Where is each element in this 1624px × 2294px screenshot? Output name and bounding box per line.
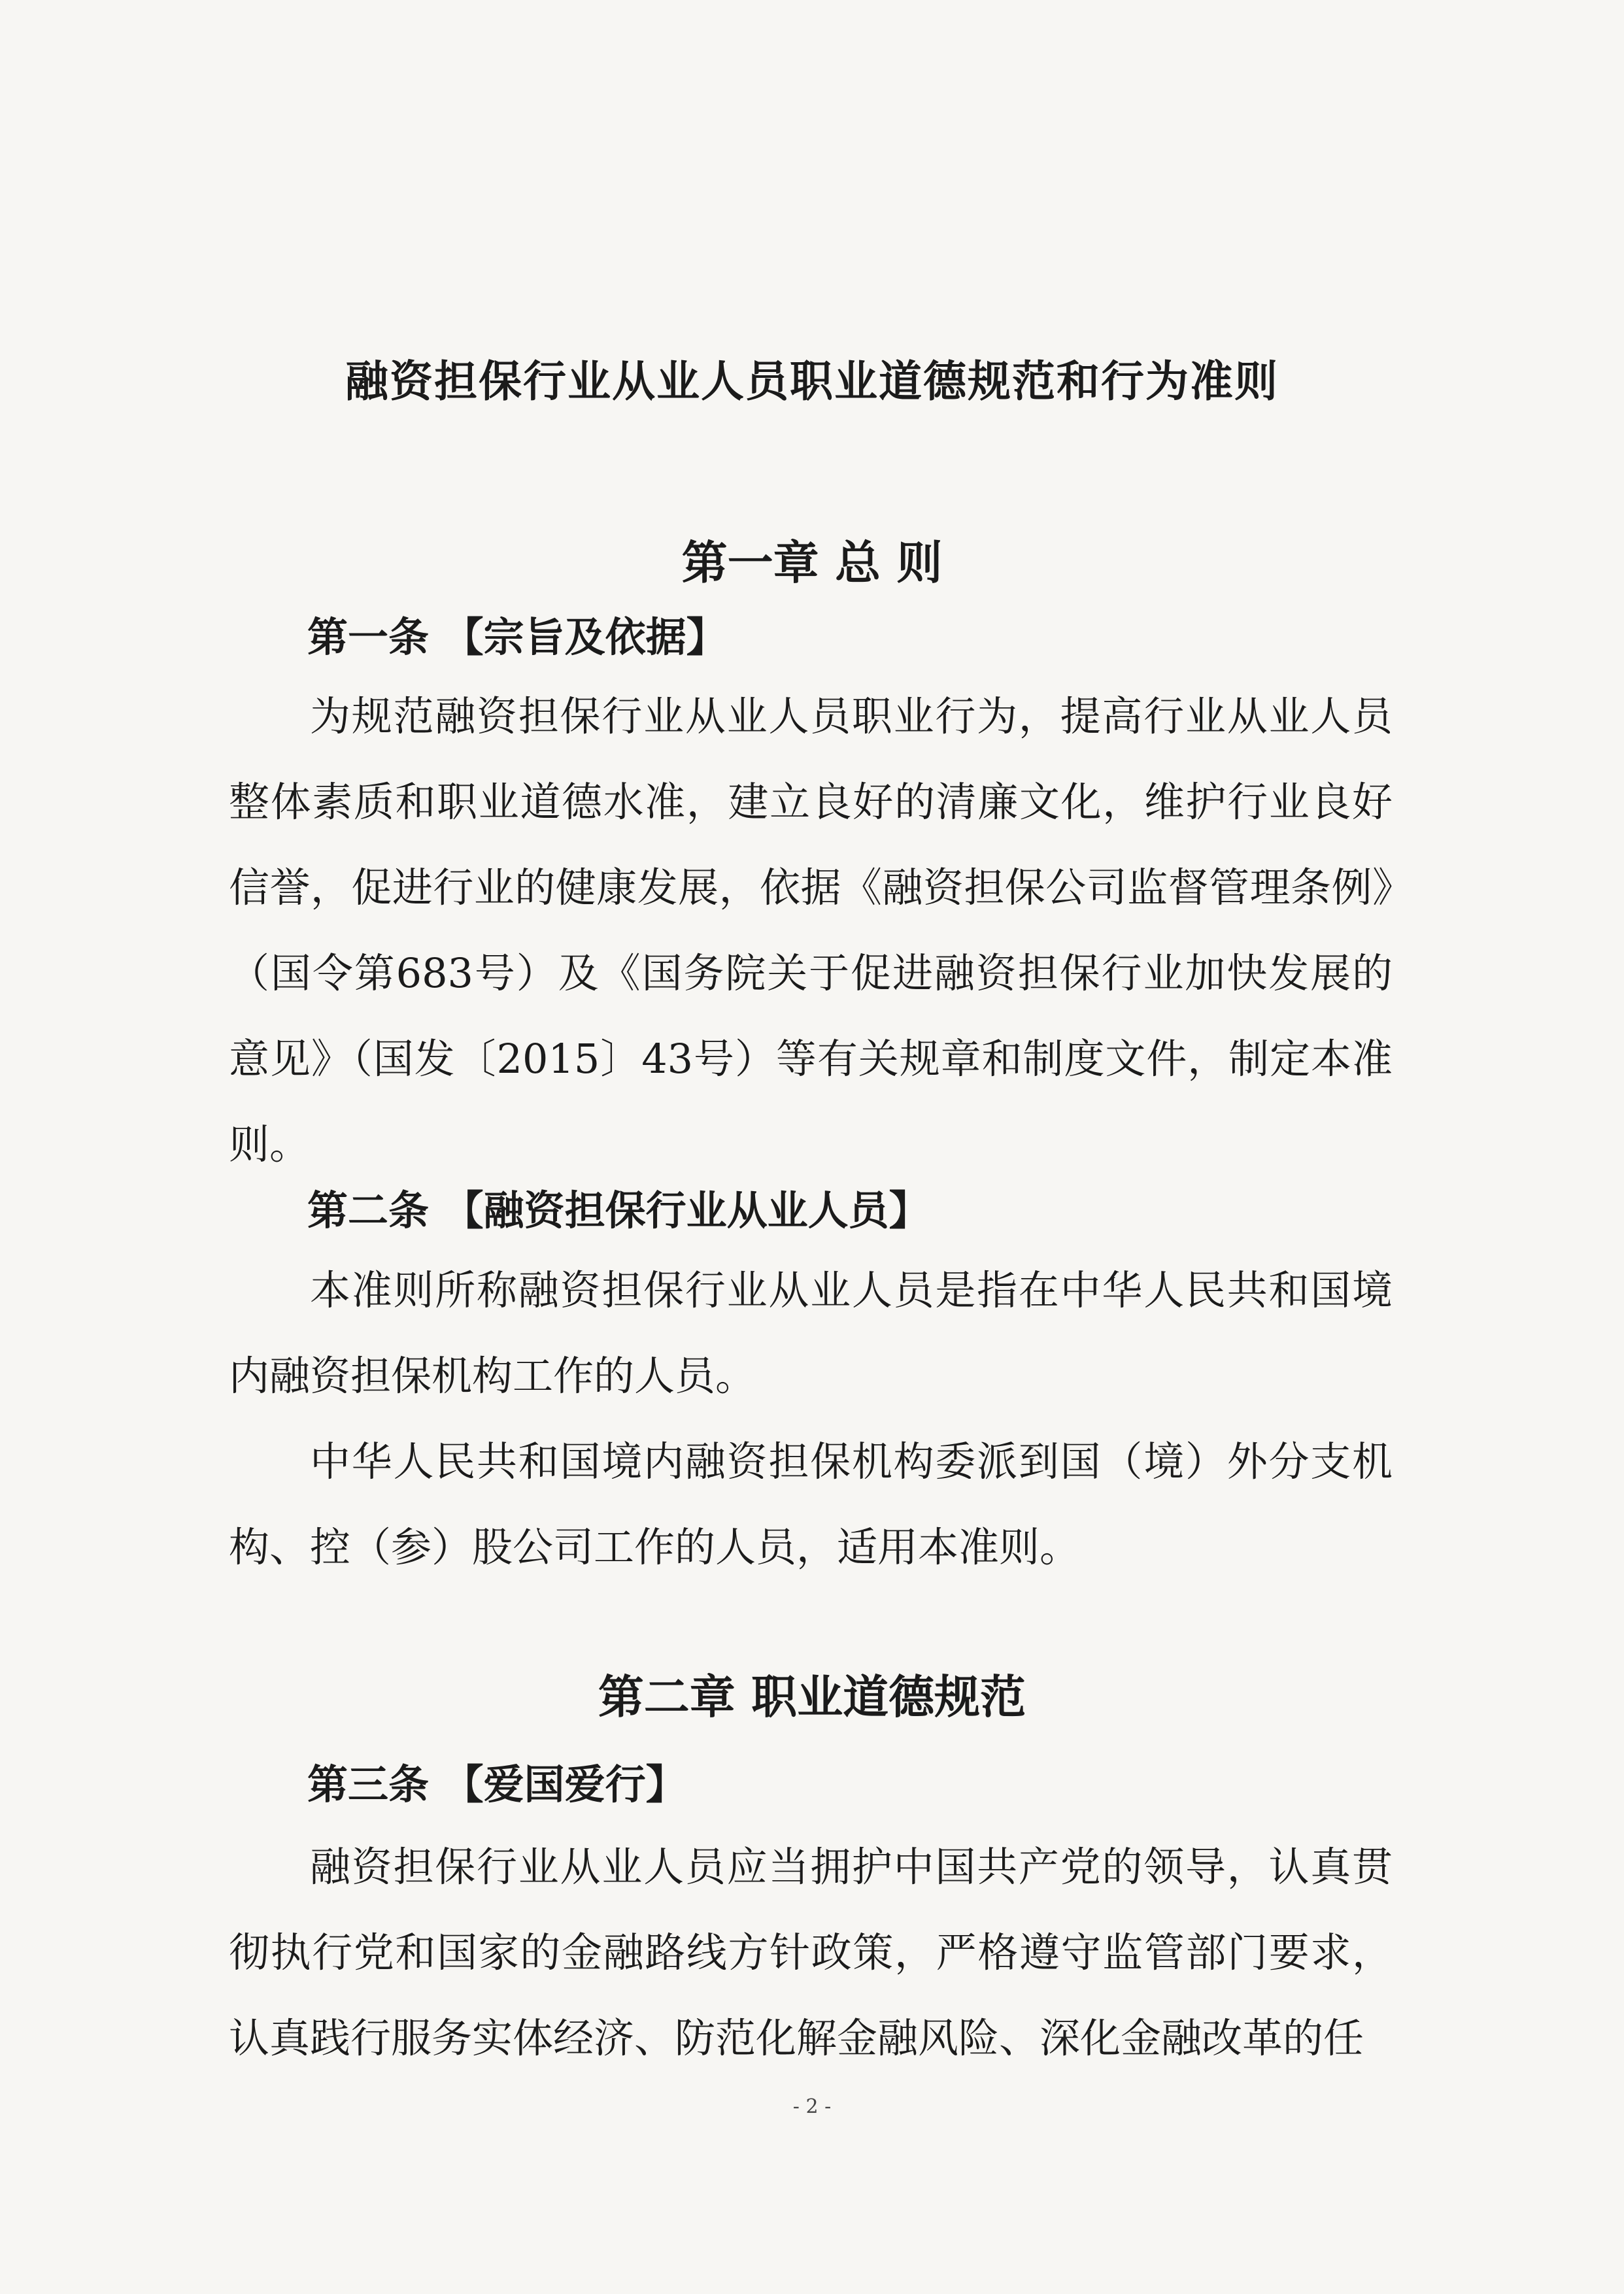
article-paragraph: 中华人民共和国境内融资担保机构委派到国（境）外分支机构、控（参）股公司工作的人员，适用本准则。 xyxy=(229,1438,1393,1571)
chapter-heading: 第一章 总 则 xyxy=(681,535,943,590)
article-paragraph: 为规范融资担保行业从业人员职业行为，提高行业从业人员整体素质和职业道德水准，建立良好的清廉文化，维护行业良好信誉，促进行业的健康发展，依据《融资担保公司监督管理条例》（国令第683号）及《国务院关于促进融资担保行业加快发展的意见》（国发〔2015〕43号）等有关规章和制度文件，制定本准则。 xyxy=(229,692,1393,1168)
article-title: 第二条 【融资担保行业从业人员】 xyxy=(307,1187,930,1234)
chapter-heading: 第二章 职业道德规范 xyxy=(598,1670,1026,1724)
article-paragraph: 本准则所称融资担保行业从业人员是指在中华人民共和国境内融资担保机构工作的人员。 xyxy=(229,1266,1393,1400)
page-number: - 2 - xyxy=(792,2095,832,2118)
article-title: 第一条 【宗旨及依据】 xyxy=(307,613,727,661)
document-title: 融资担保行业从业人员职业道德规范和行为准则 xyxy=(345,356,1279,407)
article-paragraph: 融资担保行业从业人员应当拥护中国共产党的领导，认真贯彻执行党和国家的金融路线方针政策，严格遵守监管部门要求，认真践行服务实体经济、防范化解金融风险、深化金融改革的任 xyxy=(229,1843,1393,2062)
article-title: 第三条 【爱国爱行】 xyxy=(307,1761,686,1808)
